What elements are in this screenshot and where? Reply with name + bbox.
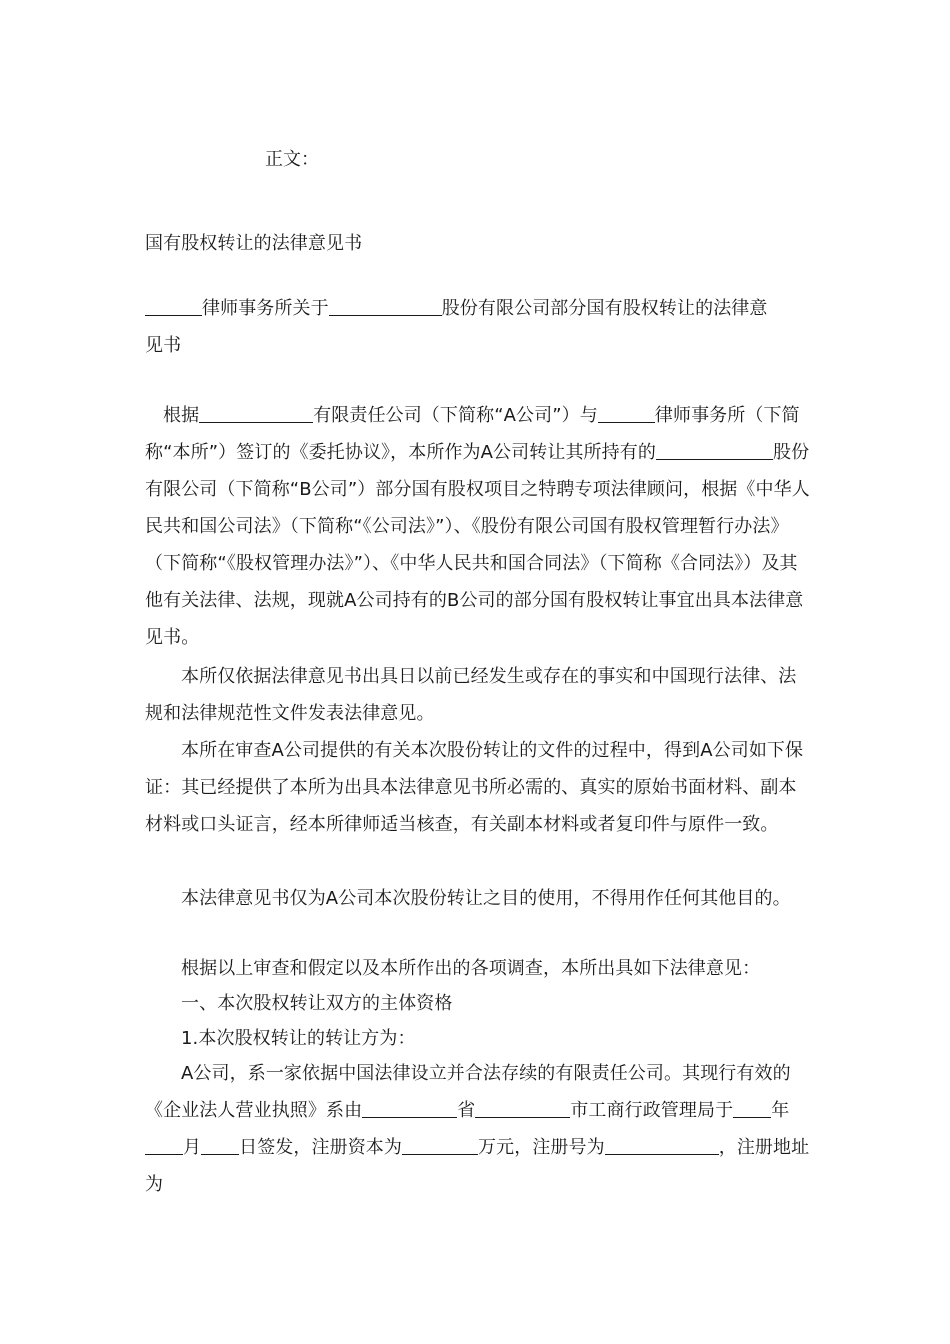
blank-field [201, 1134, 239, 1155]
document-subtitle: 律师事务所关于 股份有限公司部分国有股权转让的法律意 见书 [145, 290, 810, 364]
blank-field [145, 295, 202, 316]
document-title: 国有股权转让的法律意见书 [145, 233, 363, 254]
blank-field [329, 295, 442, 316]
paragraph-transferor: A公司，系一家依据中国法律设立并合法存续的有限责任公司。其现行有效的《企业法人营业执照》系由 省 市工商行政管理局于 年月 日签发，注册资本为 万元，注册号为 ，注册地址为 [145, 1063, 810, 1195]
paragraph-opinion-intro: 根据以上审查和假定以及本所作出的各项调查，本所出具如下法律意见： [181, 958, 761, 979]
blank-field [656, 439, 773, 460]
subsection-heading: 1.本次股权转让的转让方为： [181, 1028, 416, 1049]
blank-field [733, 1097, 771, 1118]
blank-field [402, 1134, 478, 1155]
paragraph-guarantee: 本所在审查A公司提供的有关本次股份转让的文件的过程中，得到A公司如下保证：其已经提供了本所为出具本法律意见书所必需的、真实的原始书面材料、副本材料或口头证言，经本所律师适当核查，有关副本材料或者复印件与原件一致。 [145, 740, 804, 835]
heading-label: 正文： [265, 149, 319, 170]
section-heading: 一、本次股权转让双方的主体资格 [181, 993, 453, 1014]
blank-field [605, 1134, 719, 1155]
blank-field [598, 402, 655, 423]
blank-field [362, 1097, 457, 1118]
blank-field [199, 402, 313, 423]
blank-field [475, 1097, 570, 1118]
paragraph-purpose: 本法律意见书仅为A公司本次股份转让之目的使用，不得用作任何其他目的。 [181, 888, 791, 909]
paragraph-engagement: 根据 有限责任公司（下简称“A公司”）与 律师事务所（下简称“本所”）签订的《委托协议》，本所作为A公司转让其所持有的 股份有限公司（下简称“B公司”）部分国有股权项目之特聘专项法律顾问，根据《中华人民共和国公司法》（下简称“《公司法》”）、《股份有限公司国有股权管理暂行办法》（下简称“《股权管理办法》”）、《中华人民共和国合同法》（下简称《合同法》）及其他有关法律、法规，现就A公司持有的B公司的部分国有股权转让事宜出具本法律意见书。 [145, 397, 810, 656]
blank-field [145, 1134, 183, 1155]
paragraph-basis: 本所仅依据法律意见书出具日以前已经发生或存在的事实和中国现行法律、法规和法律规范性文件发表法律意见。 [145, 666, 797, 724]
